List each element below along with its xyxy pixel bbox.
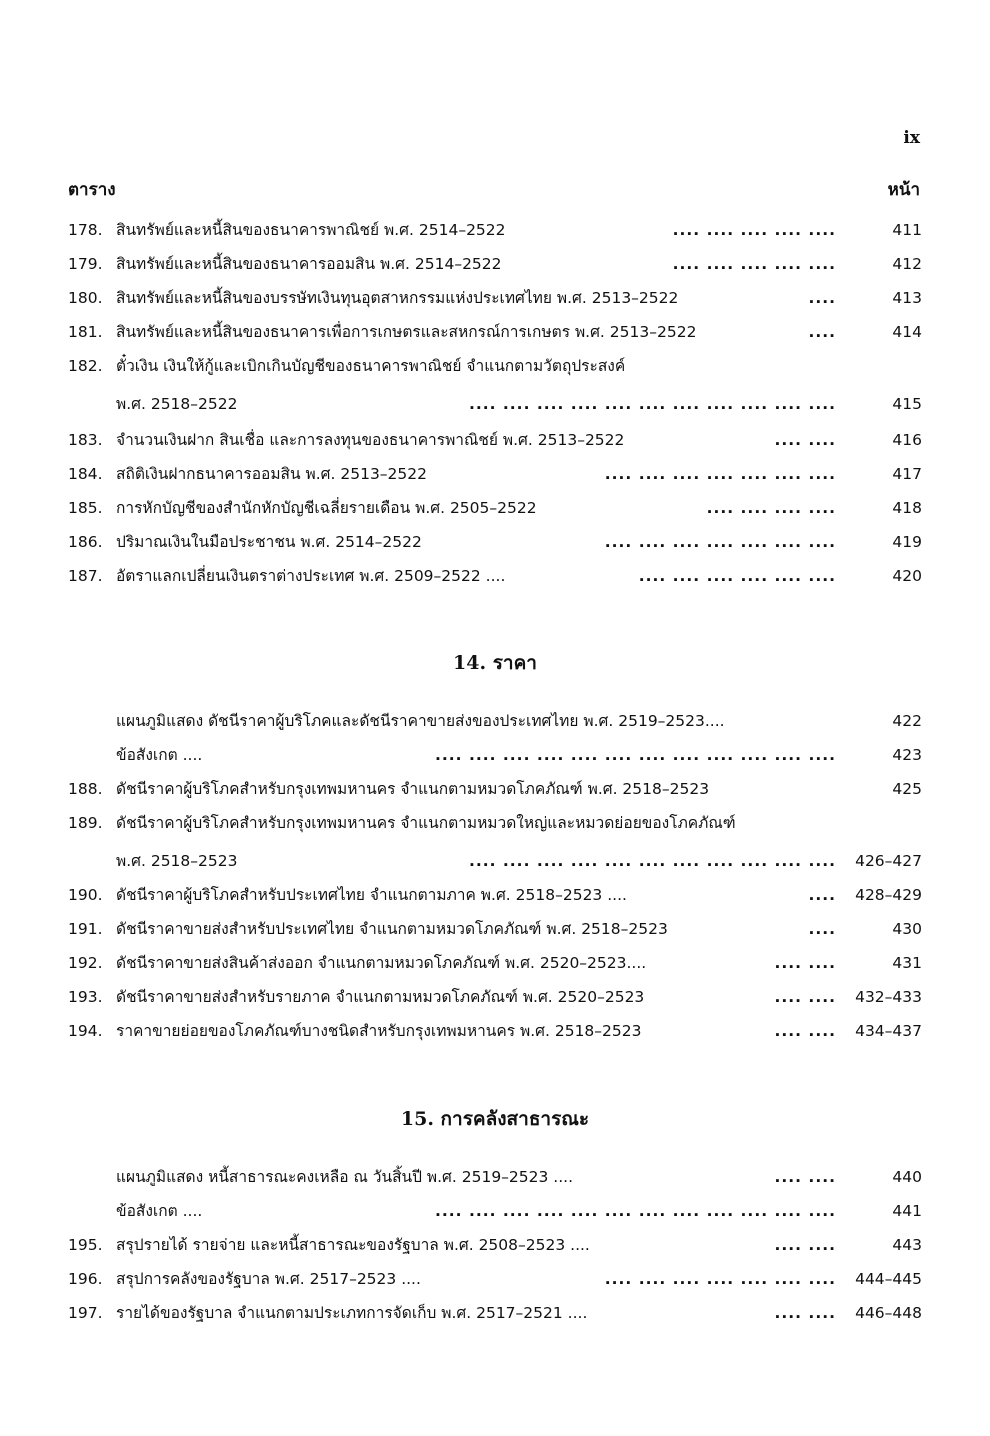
toc-leader-dots: .... (808, 289, 836, 307)
toc-leader-dots: .... .... (774, 1022, 836, 1040)
toc-row-page: 411 (892, 221, 922, 239)
toc-row-page: 426–427 (855, 852, 922, 870)
column-header-table: ตาราง (68, 180, 116, 200)
toc-block-finance (68, 215, 922, 595)
toc-row-page: 446–448 (855, 1304, 922, 1322)
toc-row-title: สินทรัพย์และหนี้สินของธนาคารออมสิน พ.ศ. 2514–2522 (116, 255, 502, 273)
toc-row (68, 527, 922, 557)
toc-row-title: อัตราแลกเปลี่ยนเงินตราต่างประเทศ พ.ศ. 2509–2522 .... (116, 567, 506, 585)
toc-row-number: 189. (68, 814, 103, 832)
toc-leader-dots: .... (808, 920, 836, 938)
toc-row-number: 185. (68, 499, 103, 517)
toc-row (68, 459, 922, 489)
toc-row-title: ดัชนีราคาผู้บริโภคสำหรับกรุงเทพมหานคร จำแนกตามหมวดใหญ่และหมวดย่อยของโภคภัณฑ์ (116, 814, 736, 832)
toc-row-page: 417 (892, 465, 922, 483)
toc-row (68, 880, 922, 910)
toc-row-number: 192. (68, 954, 103, 972)
toc-row-page: 419 (892, 533, 922, 551)
toc-leader-dots: .... .... (774, 1236, 836, 1254)
toc-row-title: ราคาขายย่อยของโภคภัณฑ์บางชนิดสำหรับกรุงเทพมหานคร พ.ศ. 2518–2523 (116, 1022, 642, 1040)
toc-row-title: สรุปการคลังของรัฐบาล พ.ศ. 2517–2523 .... (116, 1270, 421, 1288)
toc-leader-dots: .... .... .... .... .... (672, 255, 836, 273)
toc-row-number: 190. (68, 886, 103, 904)
toc-row-number: 180. (68, 289, 103, 307)
toc-row-page: 434–437 (855, 1022, 922, 1040)
toc-row (68, 774, 922, 804)
toc-row (68, 1196, 922, 1226)
toc-row (68, 425, 922, 455)
toc-row-title: ข้อสังเกต .... (116, 1202, 203, 1220)
toc-row-page: 413 (892, 289, 922, 307)
toc-leader-dots: .... .... (774, 988, 836, 1006)
toc-row-number: 191. (68, 920, 103, 938)
section-title: 15. การคลังสาธารณะ (400, 1108, 590, 1130)
toc-row-number: 186. (68, 533, 103, 551)
toc-row-number: 187. (68, 567, 103, 585)
toc-row (68, 351, 922, 381)
toc-row (68, 283, 922, 313)
toc-row-number: 194. (68, 1022, 103, 1040)
toc-leader-dots: .... .... .... .... .... .... .... .... .... .... .... .... (435, 1202, 836, 1220)
toc-row-title: ตั๋วเงิน เงินให้กู้และเบิกเกินบัญชีของธนาคารพาณิชย์ จำแนกตามวัตถุประสงค์ (116, 357, 626, 375)
section-title: 14. ราคา (453, 652, 537, 674)
toc-row-page: 415 (892, 395, 922, 413)
toc-row (68, 1230, 922, 1260)
toc-row (68, 1264, 922, 1294)
toc-leader-dots: .... (808, 886, 836, 904)
toc-leader-dots: .... .... .... .... .... .... .... (604, 533, 836, 551)
toc-row-title: ดัชนีราคาขายส่งสินค้าส่งออก จำแนกตามหมวดโภคภัณฑ์ พ.ศ. 2520–2523.... (116, 954, 647, 972)
toc-row-number: 195. (68, 1236, 103, 1254)
toc-row (68, 1016, 922, 1046)
toc-row-number: 197. (68, 1304, 103, 1322)
toc-row-number: 193. (68, 988, 103, 1006)
toc-row (68, 1162, 922, 1192)
toc-row-continuation (68, 846, 922, 876)
toc-row-title: ดัชนีราคาผู้บริโภคสำหรับกรุงเทพมหานคร จำแนกตามหมวดโภคภัณฑ์ พ.ศ. 2518–2523 (116, 780, 710, 798)
toc-row (68, 317, 922, 347)
toc-row-page: 431 (892, 954, 922, 972)
toc-row-title: สินทรัพย์และหนี้สินของธนาคารเพื่อการเกษตรและสหกรณ์การเกษตร พ.ศ. 2513–2522 (116, 323, 697, 341)
toc-row-number: 179. (68, 255, 103, 273)
toc-row-continuation (68, 389, 922, 419)
toc-row-page: 420 (892, 567, 922, 585)
toc-row (68, 808, 922, 838)
toc-leader-dots: .... .... (774, 431, 836, 449)
toc-row-title: การหักบัญชีของสำนักหักบัญชีเฉลี่ยรายเดือน พ.ศ. 2505–2522 (116, 499, 537, 517)
toc-row-title: ข้อสังเกต .... (116, 746, 203, 764)
toc-row-number: 196. (68, 1270, 103, 1288)
toc-leader-dots: .... .... (774, 1304, 836, 1322)
page-number: ix (903, 128, 920, 148)
toc-row-page: 443 (892, 1236, 922, 1254)
toc-row-page: 418 (892, 499, 922, 517)
toc-row-title: ดัชนีราคาขายส่งสำหรับประเทศไทย จำแนกตามหมวดโภคภัณฑ์ พ.ศ. 2518–2523 (116, 920, 668, 938)
toc-row (68, 493, 922, 523)
toc-row-number: 181. (68, 323, 103, 341)
toc-row-number: 183. (68, 431, 103, 449)
toc-leader-dots: .... (808, 323, 836, 341)
toc-row-number: 182. (68, 357, 103, 375)
toc-row-number: 188. (68, 780, 103, 798)
toc-leader-dots: .... .... .... .... .... .... .... (604, 465, 836, 483)
toc-leader-dots: .... .... (774, 954, 836, 972)
toc-row (68, 1298, 922, 1328)
toc-row-title: สินทรัพย์และหนี้สินของธนาคารพาณิชย์ พ.ศ. 2514–2522 (116, 221, 506, 239)
toc-row (68, 249, 922, 279)
toc-row-title: จำนวนเงินฝาก สินเชื่อ และการลงทุนของธนาคารพาณิชย์ พ.ศ. 2513–2522 (116, 431, 625, 449)
toc-row-number: 184. (68, 465, 103, 483)
toc-row-title: สรุปรายได้ รายจ่าย และหนี้สาธารณะของรัฐบาล พ.ศ. 2508–2523 .... (116, 1236, 590, 1254)
toc-leader-dots: .... .... .... .... .... .... .... .... .... .... .... (468, 395, 836, 413)
toc-row-page: 425 (892, 780, 922, 798)
toc-row (68, 740, 922, 770)
toc-leader-dots: .... .... .... .... (706, 499, 836, 517)
toc-leader-dots: .... .... .... .... .... .... (638, 567, 836, 585)
toc-section-prices (68, 648, 922, 1048)
toc-row (68, 706, 922, 736)
toc-row-page: 414 (892, 323, 922, 341)
toc-row (68, 948, 922, 978)
toc-row-page: 428–429 (855, 886, 922, 904)
toc-row-page: 423 (892, 746, 922, 764)
toc-row-title: ดัชนีราคาผู้บริโภคสำหรับประเทศไทย จำแนกตามภาค พ.ศ. 2518–2523 .... (116, 886, 627, 904)
toc-row-page: 440 (892, 1168, 922, 1186)
toc-leader-dots: .... .... .... .... .... .... .... .... .... .... .... .... (435, 746, 836, 764)
toc-row (68, 215, 922, 245)
toc-leader-dots: .... .... .... .... .... (672, 221, 836, 239)
toc-row-title: ปริมาณเงินในมือประชาชน พ.ศ. 2514–2522 (116, 533, 422, 551)
toc-row-number: 178. (68, 221, 103, 239)
column-header-page: หน้า (887, 180, 920, 200)
toc-row-title: พ.ศ. 2518–2522 (116, 395, 238, 413)
toc-leader-dots: .... .... .... .... .... .... .... .... .... .... .... (468, 852, 836, 870)
toc-row-title: สถิติเงินฝากธนาคารออมสิน พ.ศ. 2513–2522 (116, 465, 427, 483)
toc-row-page: 416 (892, 431, 922, 449)
toc-leader-dots: .... .... .... .... .... .... .... (604, 1270, 836, 1288)
toc-row-title: แผนภูมิแสดง หนี้สาธารณะคงเหลือ ณ วันสิ้นปี พ.ศ. 2519–2523 .... (116, 1168, 574, 1186)
toc-row-page: 422 (892, 712, 922, 730)
toc-row-title: สินทรัพย์และหนี้สินของบรรษัทเงินทุนอุตสาหกรรมแห่งประเทศไทย พ.ศ. 2513–2522 (116, 289, 679, 307)
toc-section-public-finance (68, 1104, 922, 1334)
toc-leader-dots: .... .... (774, 1168, 836, 1186)
toc-row (68, 982, 922, 1012)
toc-row (68, 561, 922, 591)
toc-row-title: แผนภูมิแสดง ดัชนีราคาผู้บริโภคและดัชนีราคาขายส่งของประเทศไทย พ.ศ. 2519–2523.... (116, 712, 725, 730)
toc-row-page: 444–445 (855, 1270, 922, 1288)
toc-row (68, 914, 922, 944)
toc-row-title: พ.ศ. 2518–2523 (116, 852, 238, 870)
toc-row-title: ดัชนีราคาขายส่งสำหรับรายภาค จำแนกตามหมวดโภคภัณฑ์ พ.ศ. 2520–2523 (116, 988, 645, 1006)
toc-row-title: รายได้ของรัฐบาล จำแนกตามประเภทการจัดเก็บ พ.ศ. 2517–2521 .... (116, 1304, 588, 1322)
toc-row-page: 432–433 (855, 988, 922, 1006)
toc-row-page: 430 (892, 920, 922, 938)
toc-row-page: 412 (892, 255, 922, 273)
toc-row-page: 441 (892, 1202, 922, 1220)
